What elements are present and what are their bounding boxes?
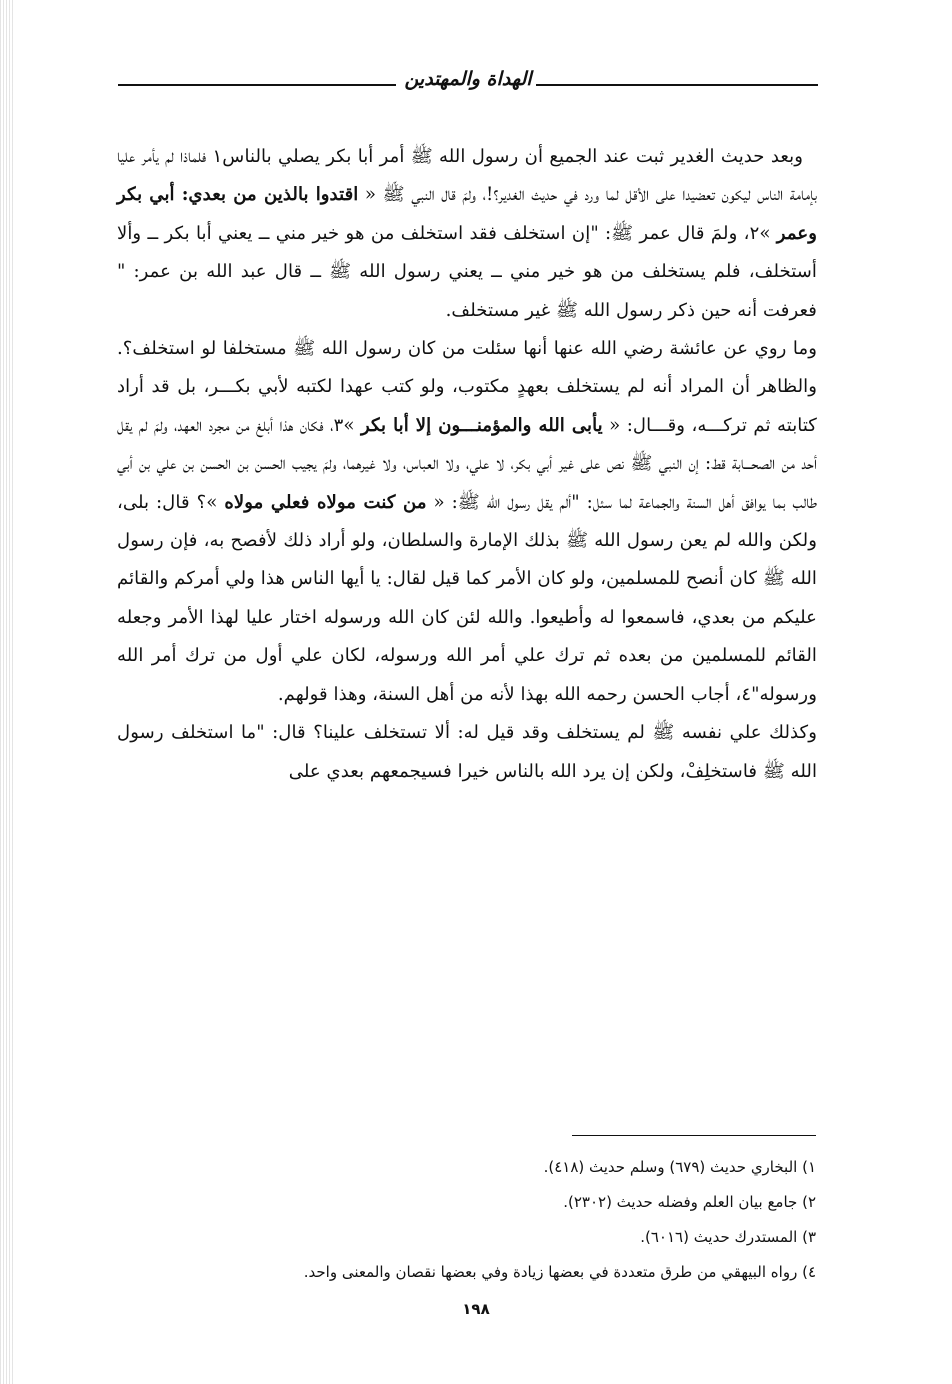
header-title: الهداة والمهتدين <box>404 68 532 90</box>
text-run: وكذلك علي نفسه ﷺ لم يستخلف وقد قيل له: ألا تستخلف علينا؟ قال: "ما استخلف رسول الله ﷺ فاستخلِفْ، ولكن إن يرد الله بالناس خيرا فسيجمعهم بعدي على <box>117 722 817 782</box>
main-text <box>117 138 817 791</box>
paragraph-2 <box>117 330 817 714</box>
footnote-1: ١) البخاري حديث (٦٧٩) وسلم حديث (٤١٨). <box>543 1158 816 1176</box>
text-run: »٢، ولمَ قال عمر ﷺ: "إن استخلف فقد استخلف من هو خير مني ــ يعني أبا بكر ــ وألا أستخلف، فلم يستخلف من هو خير مني ــ يعني رسول الله ﷺ ــ قال عبد الله بن عمر: " فعرفت أنه حين ذكر رسول الله ﷺ غير مستخلف. <box>117 222 817 321</box>
paragraph-3 <box>117 714 817 791</box>
footnote-separator <box>572 1135 816 1136</box>
paragraph-1 <box>117 138 817 330</box>
text-run: وما روي عن عائشة رضي الله عنها أنها سئلت من كان رسول الله ﷺ مستخلفا لو استخلف؟. والظاهر أن المراد أنه لم يستخلف بعهدٍ مكتوب، ولو كتب عهدا لكتبه لأبي بكـــر، بل قد أراد كتابته ثم تركـــه، وقـــال: « <box>117 338 817 436</box>
running-header <box>118 62 818 108</box>
scan-edge <box>0 0 14 1384</box>
footnote-2: ٢) جامع بيان العلم وفضله حديث (٢٣٠٢). <box>563 1193 816 1211</box>
text-run: »٣، فكان هذا أبلغ من مجرد العهد، ولمَ لم يقل أحد من الصحـــابة قط: إن النبي ﷺ نص على غير أبي بكر، لا علي، ولا العباس، ولا غيرهما، ولمَ يجيب الحسن بن الحسن بن علي بن أبي طالب بما يوافق أهل السنة والجماعة لما سئل: "ألم يقل رسول الله ﷺ: « <box>117 414 817 513</box>
hadith-quote: اقتدوا بالذين من بعدي: أبي بكر وعمر <box>117 184 817 244</box>
header-rule-right <box>536 84 818 86</box>
hadith-quote: من كنت مولاه فعلي مولاه <box>224 491 427 513</box>
footnotes <box>140 1150 816 1290</box>
header-rule-left <box>118 84 396 86</box>
footnote-4: ٤) رواه البيهقي من طرق متعددة في بعضها زيادة وفي بعضها نقصان والمعنى واحد. <box>303 1263 816 1281</box>
hadith-quote: يأبى الله والمؤمنـــون إلا أبا بكر <box>360 414 603 436</box>
text-run: »؟ قال: بلى، ولكن والله لم يعن رسول الله ﷺ بذلك الإمارة والسلطان، ولو أراد ذلك لأفصح به، فإن رسول الله ﷺ كان أنصح للمسلمين، ولو كان الأمر كما قيل لقال: يا أيها الناس هذا ولي أمركم والقائم عليكم من بعدي، فاسمعوا له وأطيعوا. والله لئن كان الله ورسوله اختار عليا لهذا الأمر وجعله القائم للمسلمين من بعده ثم ترك علي أمر الله ورسوله، لكان علي أول من ترك أمر الله ورسوله"٤، أجاب الحسن رحمه الله بهذا لأنه من أهل السنة، وهذا قولهم. <box>117 491 817 705</box>
page-number: ١٩٨ <box>462 1300 490 1318</box>
text-run: وبعد حديث الغدير ثبت عند الجميع أن رسول الله ﷺ أمر أبا بكر يصلي بالناس١ فلماذا لم يأمر عليا بإمامة الناس ليكون تعضيدا على الأقل لما ورد في حديث الغدير؟!، ولمَ قال النبي ﷺ « <box>117 146 817 206</box>
footnote-3: ٣) المستدرك حديث (٦٠١٦). <box>640 1228 816 1246</box>
